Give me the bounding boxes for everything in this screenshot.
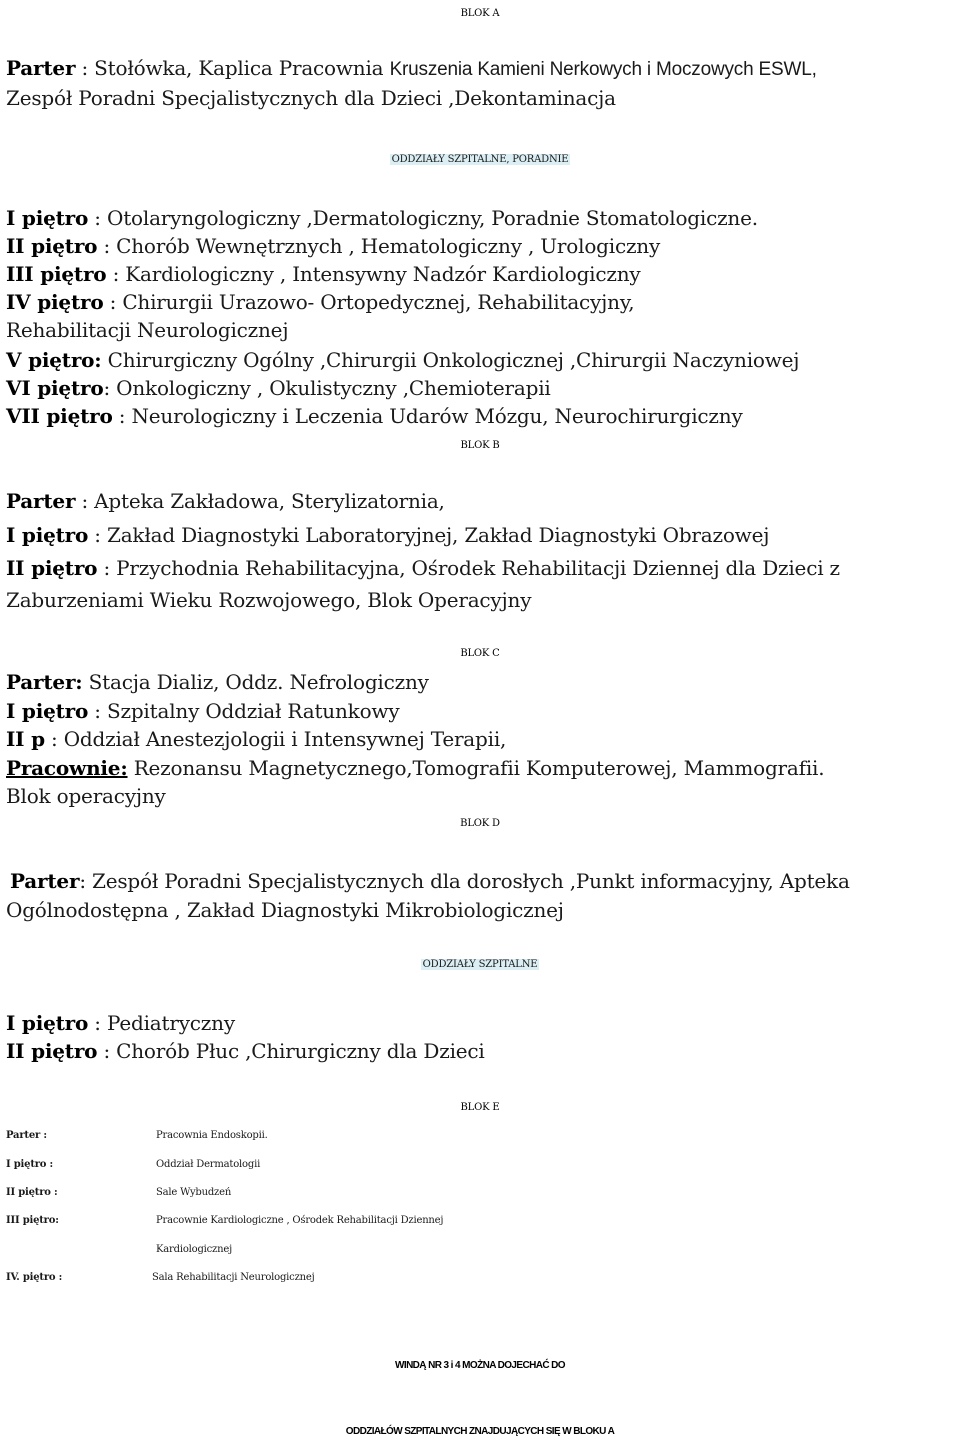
blok-c-line: [6, 756, 824, 780]
blok-a-parter-line-1: [6, 56, 817, 82]
blok-a-subheading: ODDZIAŁY SZPITALNE, PORADNIE: [391, 154, 569, 165]
floor-text: Zaburzeniami Wieku Rozwojowego, Blok Operacyjny: [6, 588, 532, 612]
blok-c-line: [6, 727, 506, 751]
floor-text: : Apteka Zakładowa, Sterylizatornia,: [75, 489, 445, 513]
floor-label: Parter:: [6, 670, 83, 694]
blok-d-subheading: ODDZIAŁY SZPITALNE: [422, 959, 538, 970]
row-label: IV. piętro :: [6, 1272, 63, 1283]
floor-text: : Chirurgii Urazowo- Ortopedycznej, Rehabilitacyjny,: [103, 290, 635, 314]
floor-line: [6, 206, 758, 230]
floor-text: Rezonansu Magnetycznego,Tomografii Komputerowej, Mammografii.: [127, 756, 825, 780]
floor-line: [6, 348, 799, 372]
parter-sep: :: [75, 56, 95, 80]
floor-label: VII piętro: [6, 404, 113, 428]
row-label: I piętro :: [6, 1159, 54, 1170]
floor-line: [6, 1039, 485, 1063]
floor-text: : Kardiologiczny , Intensywny Nadzór Kardiologiczny: [106, 262, 641, 286]
floor-label: Parter: [6, 489, 76, 513]
row-text: Sale Wybudzeń: [156, 1187, 232, 1198]
row-text: Oddział Dermatologii: [156, 1159, 261, 1170]
floor-text: : Zakład Diagnostyki Laboratoryjnej, Zakład Diagnostyki Obrazowej: [88, 523, 770, 547]
floor-line: [6, 1011, 235, 1035]
row-text: Sala Rehabilitacji Neurologicznej: [152, 1272, 315, 1283]
parter-text: : Zespół Poradni Specjalistycznych dla dorosłych ,Punkt informacyjny, Apteka: [79, 869, 850, 893]
floor-text: : Otolaryngologiczny ,Dermatologiczny, Poradnie Stomatologiczne.: [88, 206, 758, 230]
elevator-notice-line-1: WINDĄ NR 3 i 4 MOŻNA DOJECHAĆ DO: [395, 1360, 565, 1371]
floor-line: [6, 318, 288, 342]
blok-c-heading: BLOK C: [460, 648, 500, 659]
floor-text: Blok operacyjny: [6, 784, 166, 808]
blok-b-heading: BLOK B: [460, 440, 500, 451]
parter-label: Parter: [10, 869, 80, 893]
floor-label: II piętro: [6, 234, 98, 258]
floor-text: Rehabilitacji Neurologicznej: [6, 318, 289, 342]
floor-label: II p: [6, 727, 45, 751]
row-text: Pracownia Endoskopii.: [156, 1130, 268, 1141]
floor-label: IV piętro: [6, 290, 104, 314]
floor-label: I piętro: [6, 1011, 89, 1035]
floor-text: : Szpitalny Oddział Ratunkowy: [88, 699, 400, 723]
floor-label: I piętro: [6, 699, 89, 723]
blok-a-parter-line-2: Zespół Poradni Specjalistycznych dla Dzieci ,Dekontaminacja: [6, 86, 616, 110]
floor-label: I piętro: [6, 206, 89, 230]
row-label: Parter :: [6, 1130, 47, 1141]
floor-label: I piętro: [6, 523, 89, 547]
floor-text: : Neurologiczny i Leczenia Udarów Mózgu, Neurochirurgiczny: [112, 404, 743, 428]
floor-line: [6, 262, 641, 286]
blok-a-subheading-row: [0, 148, 960, 172]
floor-text: Chirurgiczny Ogólny ,Chirurgii Onkologicznej ,Chirurgii Naczyniowej: [101, 348, 800, 372]
floor-text: : Chorób Wewnętrznych , Hematologiczny , Urologiczny: [97, 234, 661, 258]
floor-label: II piętro: [6, 1039, 98, 1063]
blok-b-line: [6, 523, 769, 547]
floor-label: VI piętro: [6, 376, 104, 400]
row-label: II piętro :: [6, 1187, 58, 1198]
floor-line: [6, 290, 634, 314]
floor-text: Stacja Dializ, Oddz. Nefrologiczny: [82, 670, 429, 694]
blok-d-subheading-row: [0, 953, 960, 977]
floor-line: [6, 376, 551, 400]
row-text: Kardiologicznej: [156, 1244, 232, 1255]
blok-d-heading: BLOK D: [460, 818, 500, 829]
floor-text: : Przychodnia Rehabilitacyjna, Ośrodek Rehabilitacji Dziennej dla Dzieci z: [97, 556, 840, 580]
elevator-notice-line-2: ODDZIAŁÓW SZPITALNYCH ZNAJDUJĄCYCH SIĘ W BLOKU A: [345, 1426, 615, 1437]
floor-line: [6, 404, 743, 428]
blok-c-line: [6, 670, 429, 694]
floor-line: [6, 234, 660, 258]
row-label: III piętro:: [6, 1215, 59, 1226]
blok-e-heading: BLOK E: [460, 1102, 500, 1113]
floor-text: : Chorób Płuc ,Chirurgiczny dla Dzieci: [97, 1039, 485, 1063]
blok-c-line: [6, 784, 166, 808]
parter-text: Stołówka, Kaplica Pracownia: [94, 56, 390, 80]
blok-c-line: [6, 699, 399, 723]
parter-label: Parter: [6, 56, 76, 80]
blok-b-line: [6, 489, 445, 513]
blok-b-line: [6, 588, 531, 612]
pracownie-label: Pracownie:: [6, 756, 128, 780]
blok-d-parter-line-2: Ogólnodostępna , Zakład Diagnostyki Mikrobiologicznej: [6, 898, 564, 922]
row-text: Pracownie Kardiologiczne , Ośrodek Rehabilitacji Dziennej: [156, 1215, 444, 1226]
blok-a-heading: BLOK A: [460, 8, 500, 19]
floor-text: : Pediatryczny: [88, 1011, 235, 1035]
floor-label: V piętro:: [6, 348, 102, 372]
floor-text: : Onkologiczny , Okulistyczny ,Chemioterapii: [103, 376, 551, 400]
floor-label: III piętro: [6, 262, 107, 286]
floor-text: : Oddział Anestezjologii i Intensywnej Terapii,: [44, 727, 507, 751]
blok-b-line: [6, 556, 840, 580]
parter-text-eswl: Kruszenia Kamieni Nerkowych i Moczowych ESWL,: [389, 59, 817, 80]
blok-d-parter-line-1: [10, 869, 850, 893]
floor-label: II piętro: [6, 556, 98, 580]
